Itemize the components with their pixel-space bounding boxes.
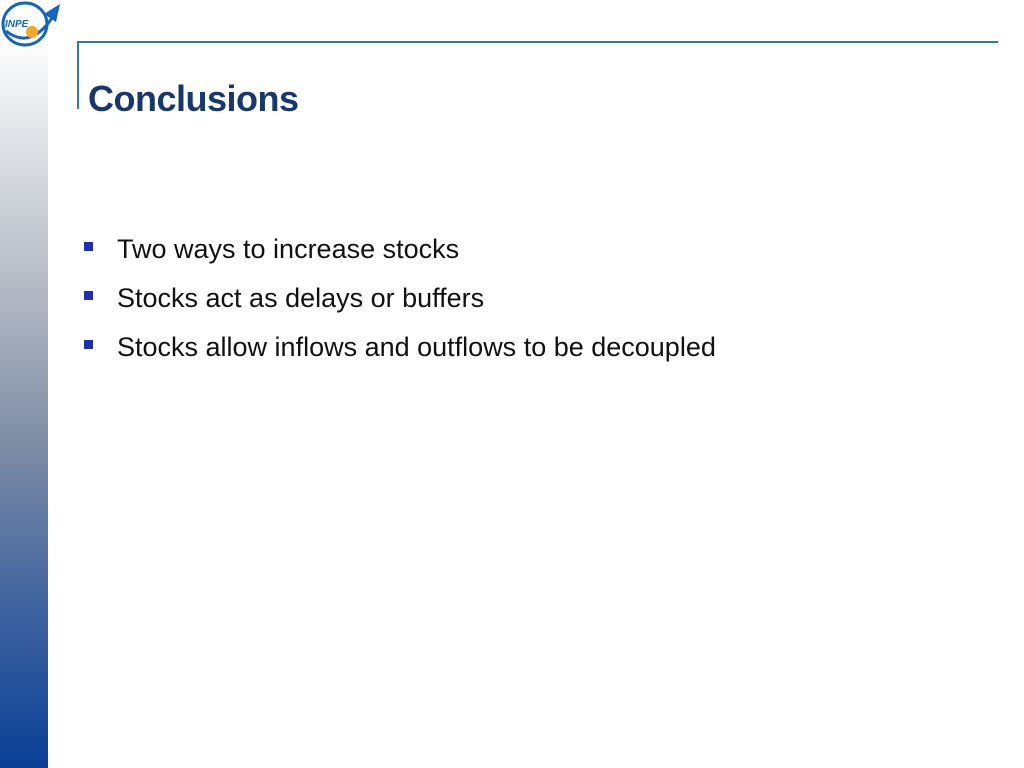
header-rule-horizontal bbox=[77, 41, 998, 43]
inpe-logo-icon bbox=[0, 0, 64, 50]
side-gradient-bar bbox=[0, 40, 48, 768]
header-rule-vertical bbox=[77, 41, 79, 109]
slide-title: Conclusions bbox=[88, 78, 299, 119]
square-bullet-icon bbox=[84, 340, 93, 349]
bullet-item bbox=[82, 230, 716, 279]
square-bullet-icon bbox=[84, 242, 93, 251]
bullet-item bbox=[82, 328, 716, 377]
bullet-text: Stocks act as delays or buffers bbox=[117, 283, 485, 313]
bullet-item bbox=[82, 279, 716, 328]
bullet-list bbox=[82, 230, 716, 377]
bullet-text: Two ways to increase stocks bbox=[117, 234, 460, 264]
logo-text: INPE bbox=[5, 19, 29, 30]
square-bullet-icon bbox=[84, 291, 93, 300]
bullet-text: Stocks allow inflows and outflows to be decoupled bbox=[117, 332, 716, 362]
inpe-logo bbox=[0, 0, 64, 50]
